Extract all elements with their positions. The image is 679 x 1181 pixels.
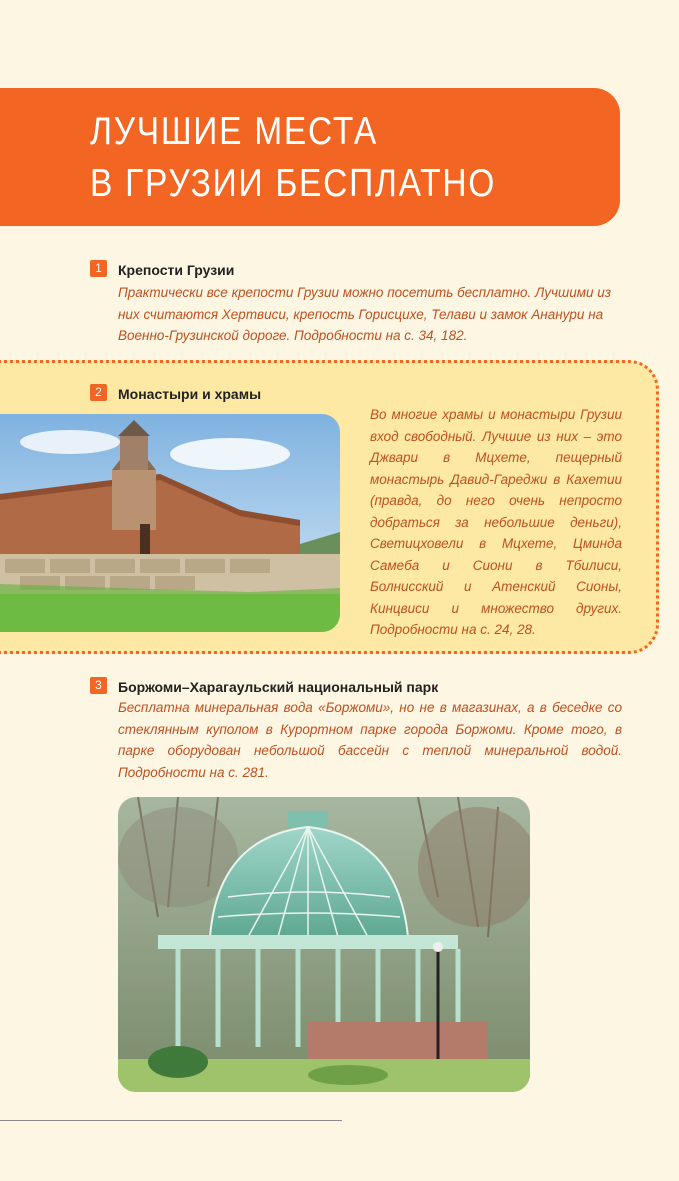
page-title [90,106,496,210]
item-title-2: Монастыри и храмы [118,386,262,402]
monastery-photo [0,414,340,632]
item-number-3: 3 [90,677,107,694]
bottom-rule [0,1120,342,1121]
item-title-3: Боржоми–Харагаульский национальный парк [118,679,439,695]
item-text-3: Бесплатна минеральная вода «Боржоми», но не в магазинах, а в беседке со стеклянным куполом в Курортном парке города Боржоми. Кроме того, в парке оборудован небольшой бассейн с теплой минеральной водой. Подробности на с. 281. [118,700,622,780]
borjomi-pavilion-photo [118,797,530,1092]
item-number-1: 1 [90,260,107,277]
item-number-2: 2 [90,384,107,401]
item-title-1: Крепости Грузии [118,262,235,278]
title-banner [0,88,620,226]
title-line-1: ЛУЧШИЕ МЕСТА [90,110,379,153]
item-text-1: Практически все крепости Грузии можно посетить бесплатно. Лучшими из них считаются Хертвиси, крепость Горисцихе, Телави и замок Ананури на Военно-Грузинской дороге. Подробности на с. 34, 182. [118,285,612,343]
title-line-2: В ГРУЗИИ БЕСПЛАТНО [90,162,497,205]
item-text-2: Во многие храмы и монастыри Грузии вход свободный. Лучшие из них – это Джвари в Мцхете, пещерный монастырь Давид-Гареджи в Кахетии (правда, до него очень непросто добраться за небольшие деньги), Светицховели в Мцхете, Цминда Самеба и Сиони в Тбилиси, Болнисский и Атенский Сионы, Кинцвиси и множество других. Подробности на с. 24, 28. [370,407,622,637]
